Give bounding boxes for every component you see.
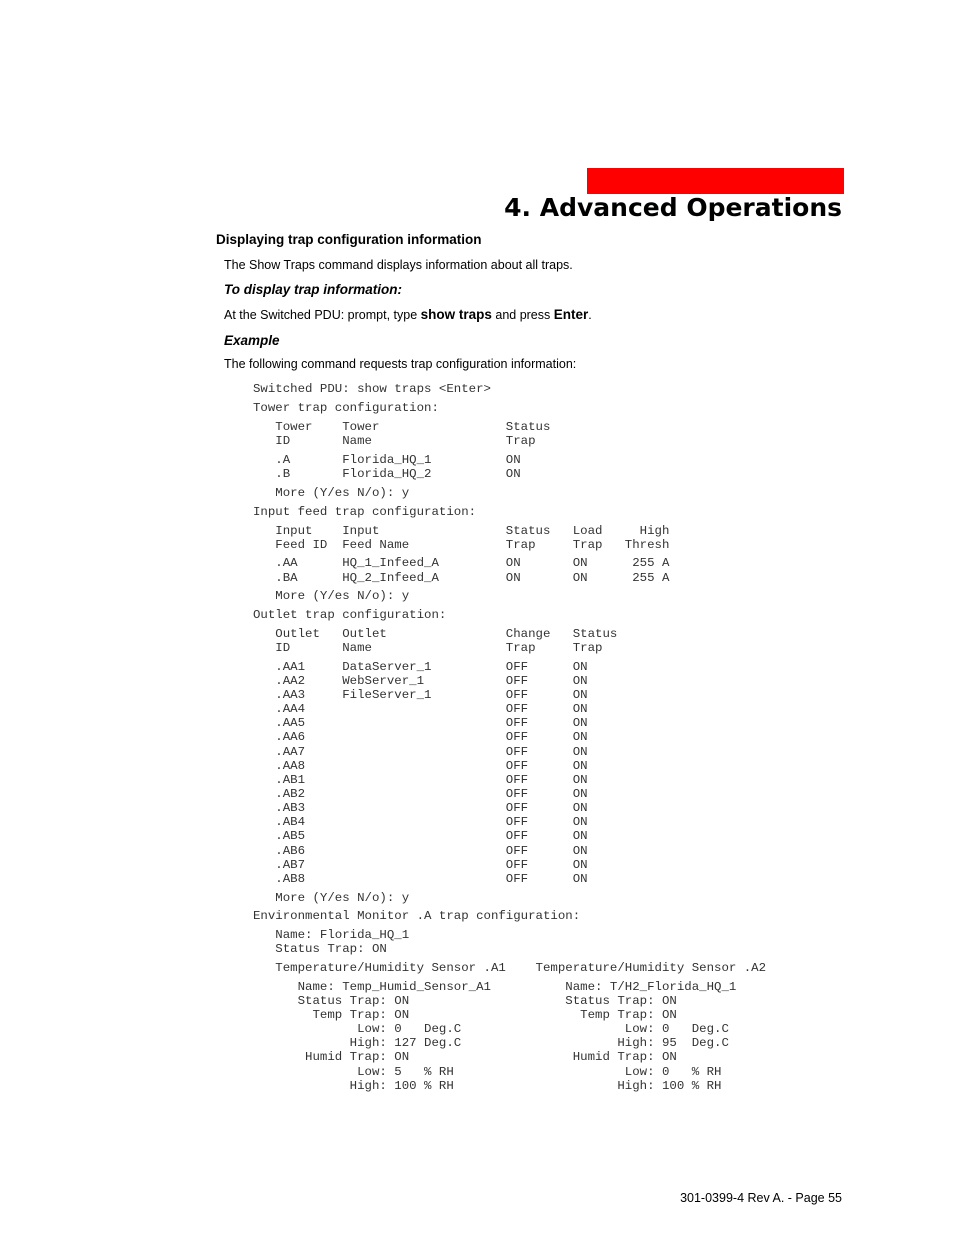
terminal-line: Input feed trap configuration: — [253, 505, 477, 519]
terminal-line: More (Y/es N/o): y — [253, 589, 410, 603]
terminal-line: High: 127 Deg.C High: 95 Deg.C — [253, 1036, 729, 1050]
terminal-line: .AA6 OFF ON — [253, 730, 588, 744]
section-heading: Displaying trap configuration information — [216, 232, 482, 247]
terminal-line: .AA4 OFF ON — [253, 702, 588, 716]
terminal-line: Temp Trap: ON Temp Trap: ON — [253, 1008, 677, 1022]
key-text: Enter — [553, 307, 589, 322]
command-text: show traps — [420, 307, 492, 322]
terminal-line: .AB2 OFF ON — [253, 787, 588, 801]
procedure-heading: To display trap information: — [224, 282, 403, 297]
terminal-line: Tower Tower Status — [253, 420, 551, 434]
terminal-output — [253, 0, 853, 1235]
terminal-line: .AA2 WebServer_1 OFF ON — [253, 674, 588, 688]
terminal-line: More (Y/es N/o): y — [253, 486, 410, 500]
page-footer: 301-0399-4 Rev A. - Page 55 — [680, 1191, 842, 1205]
terminal-line: ID Name Trap Trap — [253, 641, 603, 655]
terminal-line: .AB4 OFF ON — [253, 815, 588, 829]
terminal-line: Status Trap: ON — [253, 942, 387, 956]
terminal-line: Status Trap: ON Status Trap: ON — [253, 994, 677, 1008]
terminal-line: .A Florida_HQ_1 ON — [253, 453, 521, 467]
terminal-line: Name: Florida_HQ_1 — [253, 928, 410, 942]
terminal-line: .AB3 OFF ON — [253, 801, 588, 815]
terminal-line: Outlet trap configuration: — [253, 608, 447, 622]
terminal-line: Input Input Status Load High — [253, 524, 670, 538]
terminal-line: Name: Temp_Humid_Sensor_A1 Name: T/H2_Florida_HQ_1 — [253, 980, 737, 994]
terminal-line: .AA3 FileServer_1 OFF ON — [253, 688, 588, 702]
instruction-middle: and press — [491, 308, 554, 322]
terminal-line: .AA1 DataServer_1 OFF ON — [253, 660, 588, 674]
terminal-line: Low: 0 Deg.C Low: 0 Deg.C — [253, 1022, 729, 1036]
terminal-line: .B Florida_HQ_2 ON — [253, 467, 521, 481]
terminal-line: Tower trap configuration: — [253, 401, 439, 415]
terminal-line: Low: 5 % RH Low: 0 % RH — [253, 1065, 722, 1079]
terminal-line: Temperature/Humidity Sensor .A1 Temperature/Humidity Sensor .A2 — [253, 961, 767, 975]
terminal-line: .AB7 OFF ON — [253, 858, 588, 872]
terminal-line: .AB5 OFF ON — [253, 829, 588, 843]
terminal-line: .AB6 OFF ON — [253, 844, 588, 858]
terminal-line: Environmental Monitor .A trap configuration: — [253, 909, 581, 923]
example-heading: Example — [224, 333, 280, 348]
terminal-line: More (Y/es N/o): y — [253, 891, 410, 905]
example-intro: The following command requests trap configuration information: — [224, 357, 577, 371]
terminal-line: Feed ID Feed Name Trap Trap Thresh — [253, 538, 670, 552]
terminal-line: .AB1 OFF ON — [253, 773, 588, 787]
terminal-line: .AA8 OFF ON — [253, 759, 588, 773]
terminal-line: .AA HQ_1_Infeed_A ON ON 255 A — [253, 556, 670, 570]
terminal-line: .AA7 OFF ON — [253, 745, 588, 759]
terminal-line: Outlet Outlet Change Status — [253, 627, 618, 641]
terminal-line: Humid Trap: ON Humid Trap: ON — [253, 1050, 677, 1064]
terminal-line: ID Name Trap — [253, 434, 536, 448]
chapter-title: 4. Advanced Operations — [504, 193, 842, 222]
terminal-line: Switched PDU: show traps <Enter> — [253, 382, 491, 396]
terminal-line: .AA5 OFF ON — [253, 716, 588, 730]
terminal-line: .BA HQ_2_Infeed_A ON ON 255 A — [253, 571, 670, 585]
intro-paragraph: The Show Traps command displays information about all traps. — [224, 258, 573, 272]
instruction-suffix: . — [588, 308, 592, 322]
instruction-prefix: At the Switched PDU: prompt, type — [224, 308, 421, 322]
terminal-line: .AB8 OFF ON — [253, 872, 588, 886]
terminal-line: High: 100 % RH High: 100 % RH — [253, 1079, 722, 1093]
